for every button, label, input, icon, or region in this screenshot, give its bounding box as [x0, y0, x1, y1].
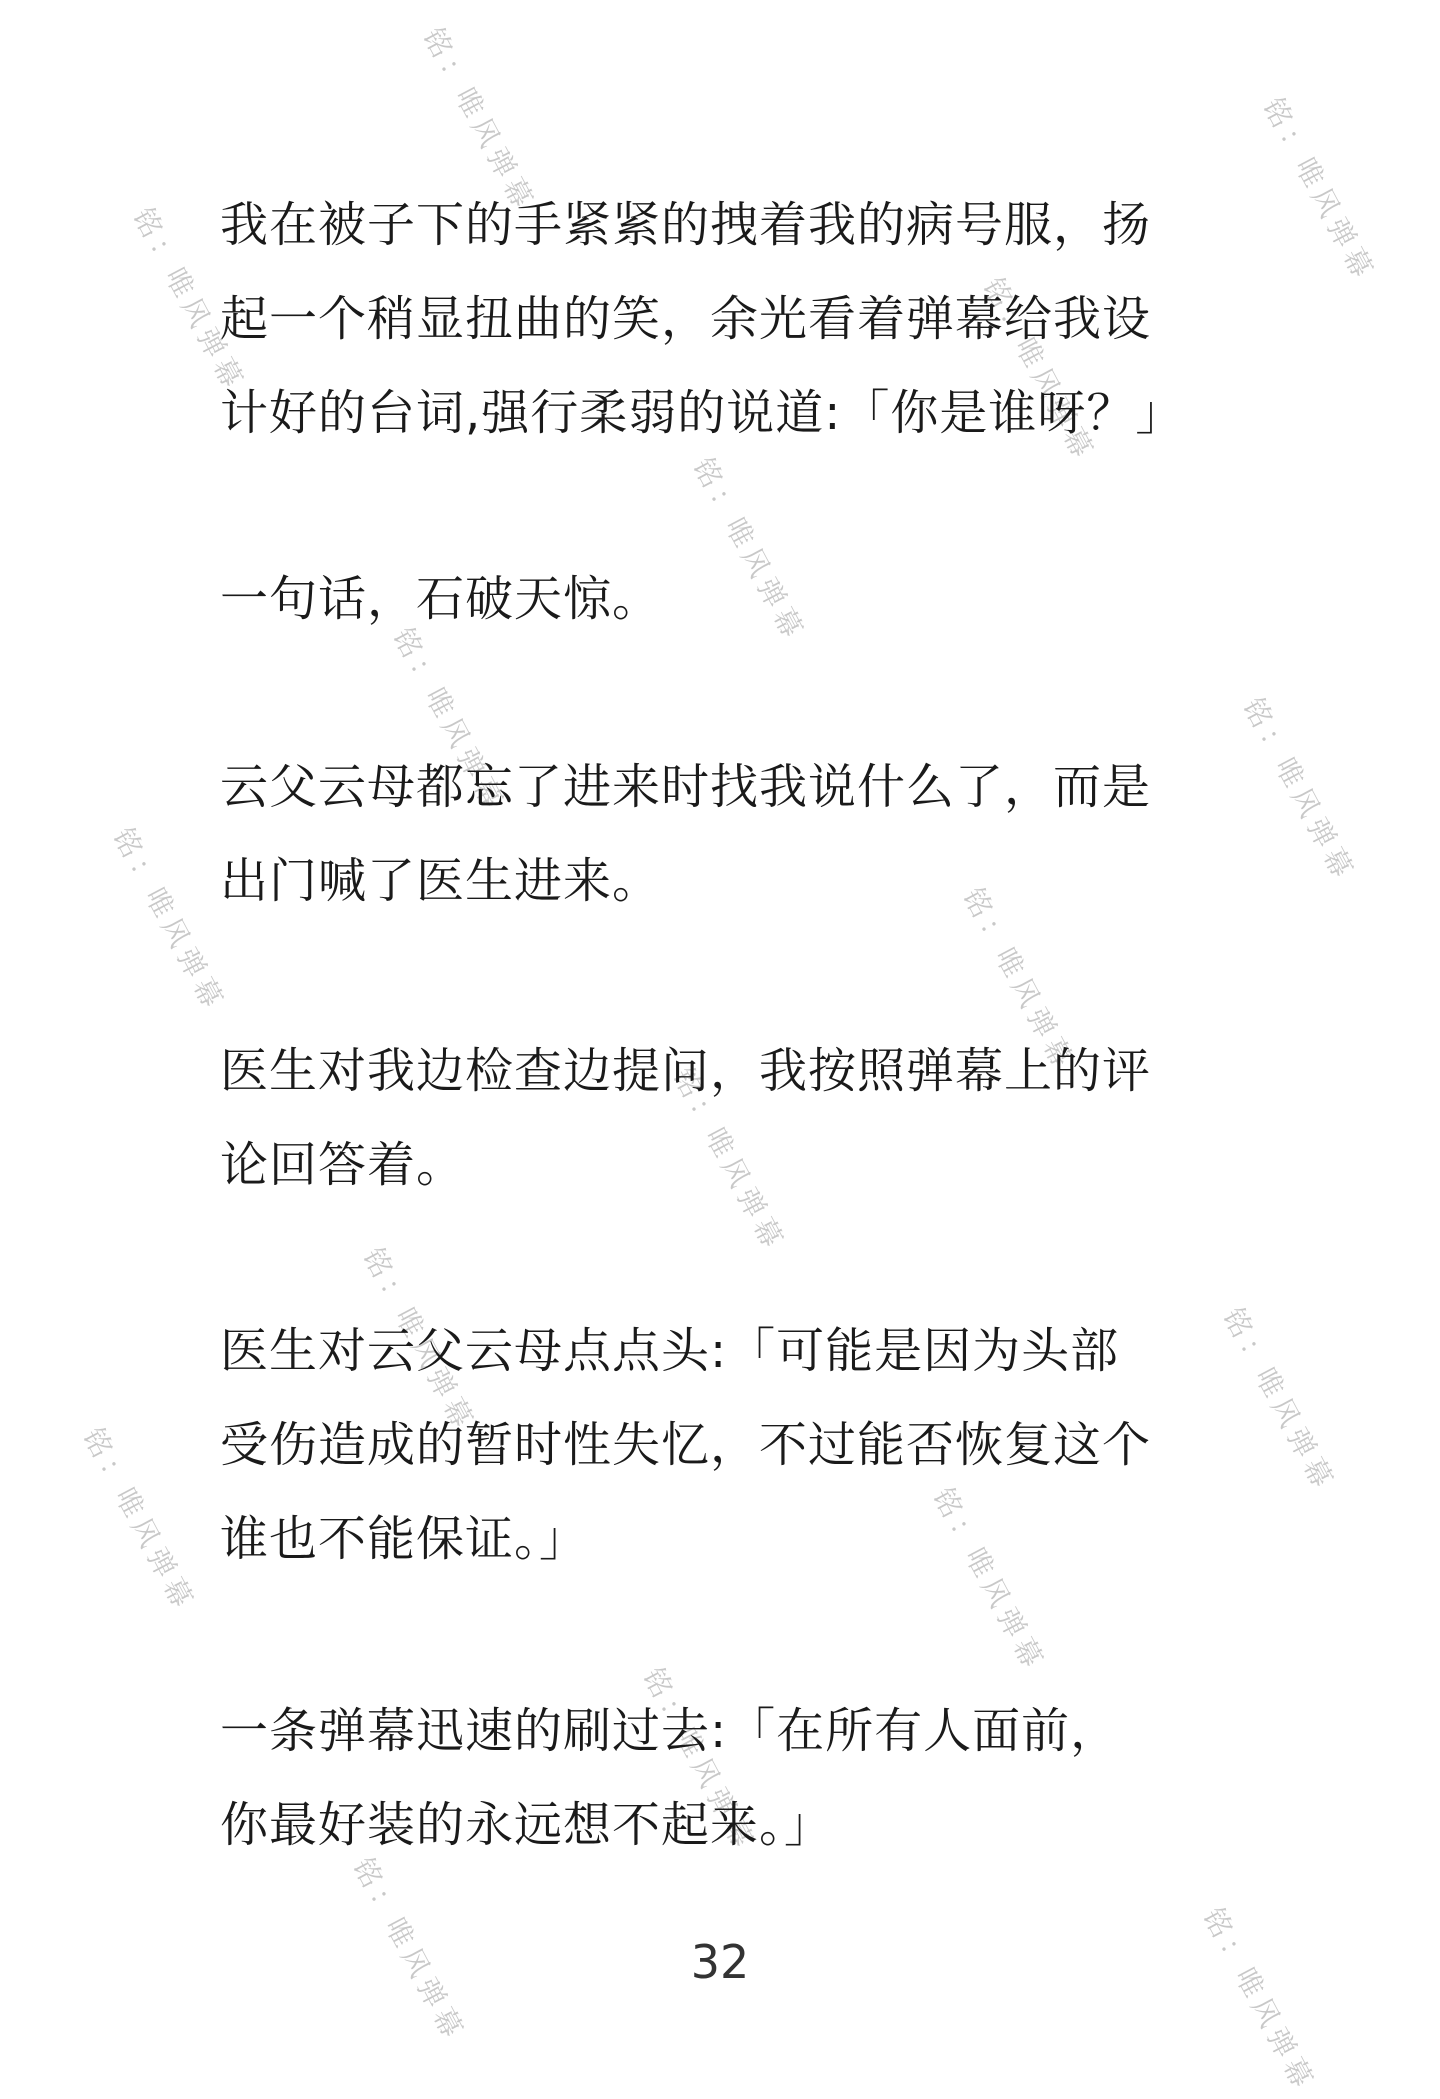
watermark: 铭：唯风弹幕	[126, 202, 252, 398]
paragraph	[220, 178, 1230, 460]
paragraph	[220, 740, 1230, 928]
page-number: 32	[690, 1935, 750, 1989]
text-line: 出门喊了医生进来。	[220, 853, 662, 909]
text-line: 计好的台词,强行柔弱的说道:「你是谁呀？」	[220, 385, 1185, 441]
watermark: 铭：唯风弹幕	[666, 1062, 792, 1258]
watermark: 铭：唯风弹幕	[1196, 1902, 1322, 2098]
text-line: 我在被子下的手紧紧的拽着我的病号服，扬	[220, 197, 1152, 253]
paragraph	[220, 552, 1230, 646]
watermark: 铭：唯风弹幕	[1236, 692, 1362, 888]
watermark: 铭：唯风弹幕	[386, 622, 512, 818]
text-line: 你最好装的永远想不起来。」	[220, 1797, 834, 1853]
text-line: 一句话，石破天惊。	[220, 571, 662, 627]
text-line: 云父云母都忘了进来时找我说什么了，而是	[220, 759, 1152, 815]
watermark: 铭：唯风弹幕	[76, 1422, 202, 1618]
text-line: 医生对云父云母点点头:「可能是因为头部	[220, 1323, 1120, 1379]
text-line: 一条弹幕迅速的刷过去:「在所有人面前，	[220, 1703, 1120, 1759]
watermark: 铭：唯风弹幕	[106, 822, 232, 1018]
paragraph	[220, 1304, 1230, 1586]
watermark: 铭：唯风弹幕	[636, 1662, 762, 1858]
paragraph	[220, 1684, 1230, 1872]
watermark: 铭：唯风弹幕	[416, 22, 542, 218]
watermark: 铭：唯风弹幕	[1256, 92, 1382, 288]
text-line: 受伤造成的暂时性失忆，不过能否恢复这个	[220, 1417, 1152, 1473]
text-line: 论回答着。	[220, 1137, 466, 1193]
watermark: 铭：唯风弹幕	[976, 272, 1102, 468]
watermark: 铭：唯风弹幕	[356, 1242, 482, 1438]
watermark: 铭：唯风弹幕	[956, 882, 1082, 1078]
watermark: 铭：唯风弹幕	[926, 1482, 1052, 1678]
watermark: 铭：唯风弹幕	[346, 1852, 472, 2048]
watermark: 铭：唯风弹幕	[686, 452, 812, 648]
text-line: 谁也不能保证。」	[220, 1511, 589, 1567]
text-line: 医生对我边检查边提问，我按照弹幕上的评	[220, 1043, 1152, 1099]
paragraph	[220, 1024, 1230, 1212]
watermark: 铭：唯风弹幕	[1216, 1302, 1342, 1498]
text-line: 起一个稍显扭曲的笑，余光看着弹幕给我设	[220, 291, 1152, 347]
